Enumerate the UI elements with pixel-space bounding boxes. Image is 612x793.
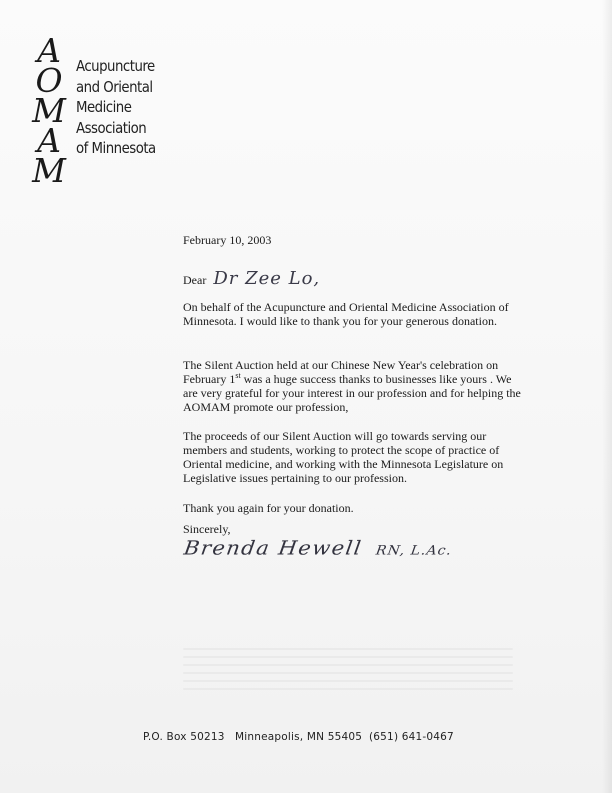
signoff: Sincerely,	[183, 522, 231, 536]
handwritten-signature	[182, 537, 515, 559]
paragraph-thanks: On behalf of the Acupuncture and Oriental Medicine Association of Minnesota. I would like to thank you for your generous donation.	[183, 300, 509, 328]
footer-phone: (651) 641-0467	[369, 731, 454, 743]
footer-city: Minneapolis, MN 55405	[235, 731, 363, 743]
monogram-letter: M	[32, 91, 66, 130]
signature-credentials: RN, L.Ac.	[374, 543, 453, 559]
paragraph-text: The Silent Auction held at our Chinese New Year's celebration on February 1	[183, 358, 499, 386]
salutation-text: Dear	[183, 273, 207, 287]
org-name-line: of Minnesota	[76, 139, 156, 157]
paragraph-proceeds: The proceeds of our Silent Auction will go towards serving our members and students, working to protect the scope of practice of Oriental medicine, and working with the Minnesota Legislature on Legislative issues pertaining to our profession.	[183, 429, 504, 485]
org-name-line: and Oriental	[76, 77, 153, 96]
org-name-line: Medicine	[76, 98, 132, 116]
ordinal-suffix: st	[235, 371, 241, 380]
paragraph-text: was a huge success thanks to businesses like yours . We are very grateful for your interest in our profession and for helping the AOMAM promote our profession,	[183, 372, 521, 414]
signature-name: Brenda Hewell	[182, 536, 364, 560]
handwritten-recipient-name: Dr Zee Lo,	[213, 268, 321, 289]
monogram-letter: A	[37, 31, 61, 70]
paper-bleed-through	[183, 642, 513, 700]
footer-contact	[0, 731, 612, 745]
letter-date: February 10, 2003	[183, 233, 272, 247]
closing-thanks: Thank you again for your donation.	[183, 501, 354, 515]
paragraph-silent-auction	[183, 358, 528, 414]
org-name-line: Acupuncture	[76, 57, 155, 75]
monogram-letter: A	[37, 121, 61, 160]
aomam-monogram-logo	[24, 31, 74, 190]
monogram-letter: M	[32, 151, 66, 190]
organization-name	[76, 56, 186, 159]
salutation	[183, 268, 528, 289]
org-name-line: Association	[76, 118, 147, 137]
footer-po-box: P.O. Box 50213	[143, 731, 225, 743]
monogram-letter: O	[35, 61, 63, 100]
